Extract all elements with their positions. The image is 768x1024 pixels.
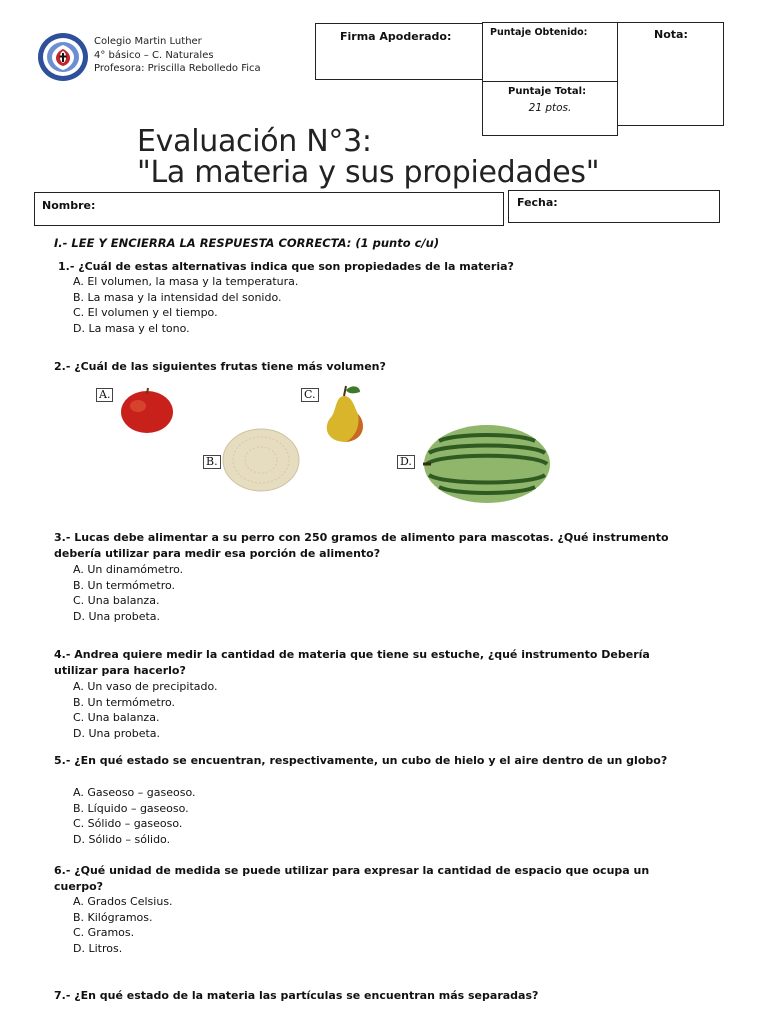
- option-a[interactable]: A. Un vaso de precipitado.: [73, 680, 218, 693]
- section-title: I.- LEE Y ENCIERRA LA RESPUESTA CORRECTA: (1 punto c/u): [54, 236, 440, 250]
- option-a[interactable]: A. Un dinamómetro.: [73, 563, 184, 576]
- option-d[interactable]: D. Sólido – sólido.: [73, 832, 171, 846]
- option-c[interactable]: C. Gramos.: [73, 926, 135, 939]
- name-field[interactable]: [34, 192, 504, 226]
- option-b[interactable]: B. Kilógramos.: [73, 910, 153, 924]
- option-d[interactable]: D. Una probeta.: [73, 726, 161, 740]
- question-6-options: [73, 894, 173, 956]
- teacher-name: Profesora: Priscilla Rebolledo Fica: [94, 63, 261, 74]
- fruit-label-d[interactable]: D.: [397, 455, 415, 469]
- date-label: Fecha:: [517, 196, 558, 209]
- option-a[interactable]: A. Grados Celsius.: [73, 895, 173, 908]
- option-a[interactable]: A. Gaseoso – gaseoso.: [73, 786, 196, 799]
- question-6: 6.- ¿Qué unidad de medida se puede utilizar para expresar la cantidad de espacio que ocupa un cuerpo?: [54, 864, 650, 893]
- total-score-label: Puntaje Total:: [508, 86, 587, 97]
- grade-label: Nota:: [654, 28, 688, 41]
- page-title: [137, 126, 599, 188]
- option-d[interactable]: D. La masa y el tono.: [73, 321, 190, 335]
- pear-icon[interactable]: [318, 382, 372, 446]
- option-b[interactable]: B. Un termómetro.: [73, 578, 176, 592]
- total-score-value: 21 ptos.: [528, 102, 572, 114]
- score-obtained-box[interactable]: [482, 22, 618, 82]
- grade-box[interactable]: [617, 22, 724, 126]
- option-c[interactable]: C. Sólido – gaseoso.: [73, 817, 183, 830]
- question-4-options: [73, 679, 218, 741]
- name-label: Nombre:: [42, 199, 96, 212]
- question-1-options: [73, 274, 298, 336]
- grade-subject: 4° básico – C. Naturales: [94, 49, 214, 61]
- signature-box[interactable]: [315, 23, 483, 80]
- title-line-2: "La materia y sus propiedades": [137, 155, 600, 190]
- title-line-1: Evaluación N°3:: [137, 124, 372, 159]
- option-b[interactable]: B. Un termómetro.: [73, 695, 176, 709]
- fruit-label-b[interactable]: B.: [203, 455, 221, 469]
- question-5: 5.- ¿En qué estado se encuentran, respectivamente, un cubo de hielo y el aire dentro de un globo?: [54, 754, 668, 767]
- school-info: [94, 35, 261, 76]
- option-c[interactable]: C. Una balanza.: [73, 594, 160, 607]
- school-logo-icon: [37, 32, 89, 82]
- option-b[interactable]: B. Líquido – gaseoso.: [73, 801, 189, 815]
- school-name: Colegio Martin Luther: [94, 36, 202, 47]
- watermelon-icon[interactable]: [419, 423, 553, 505]
- option-b[interactable]: B. La masa y la intensidad del sonido.: [73, 290, 282, 304]
- option-d[interactable]: D. Litros.: [73, 941, 123, 955]
- option-a[interactable]: A. El volumen, la masa y la temperatura.: [73, 275, 299, 288]
- question-7: 7.- ¿En qué estado de la materia las partículas se encuentran más separadas?: [54, 989, 539, 1002]
- question-1: 1.- ¿Cuál de estas alternativas indica que son propiedades de la materia?: [58, 260, 514, 273]
- question-3: 3.- Lucas debe alimentar a su perro con 250 gramos de alimento para mascotas. ¿Qué instrumento debería utilizar para medir esa porción de alimento?: [54, 531, 669, 560]
- apple-icon[interactable]: [118, 386, 176, 434]
- score-obtained-label: Puntaje Obtenido:: [490, 27, 588, 38]
- signature-label: Firma Apoderado:: [340, 30, 452, 43]
- question-3-options: [73, 562, 183, 624]
- fruit-label-c[interactable]: C.: [301, 388, 319, 402]
- option-c[interactable]: C. Una balanza.: [73, 711, 160, 724]
- option-c[interactable]: C. El volumen y el tiempo.: [73, 306, 218, 319]
- melon-icon[interactable]: [221, 427, 301, 493]
- option-d[interactable]: D. Una probeta.: [73, 609, 161, 623]
- date-field[interactable]: [508, 190, 720, 223]
- question-2: 2.- ¿Cuál de las siguientes frutas tiene más volumen?: [54, 360, 386, 373]
- question-5-options: [73, 785, 196, 847]
- fruit-label-a[interactable]: A.: [96, 388, 113, 402]
- question-4: 4.- Andrea quiere medir la cantidad de materia que tiene su estuche, ¿qué instrumento Debería utilizar para hacerlo?: [54, 648, 650, 677]
